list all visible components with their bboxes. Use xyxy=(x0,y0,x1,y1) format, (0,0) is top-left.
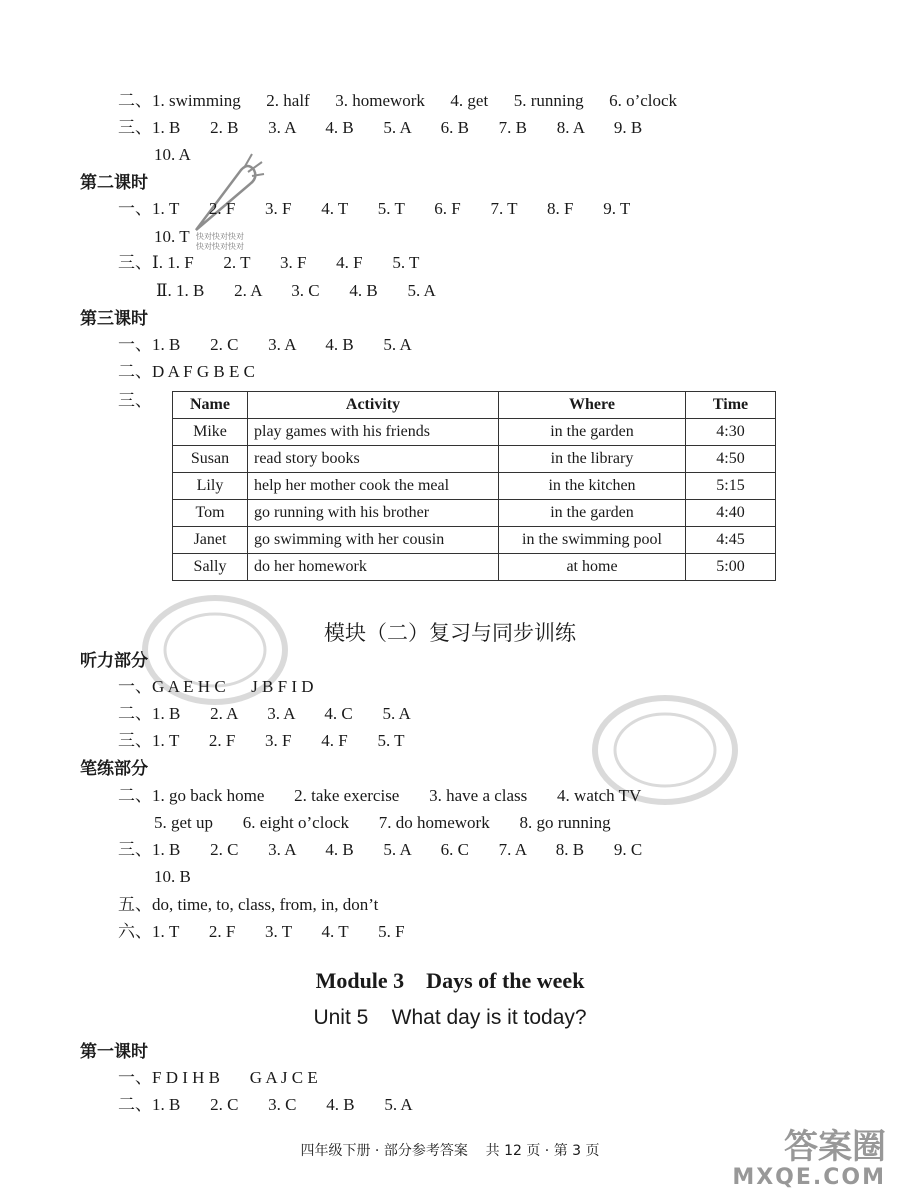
section-heading: 第三课时 xyxy=(80,309,148,329)
table-cell: 4:45 xyxy=(686,527,776,554)
answer-line: 二、1. B 2. A 3. A 4. C 5. A xyxy=(118,704,411,723)
section-heading: 笔练部分 xyxy=(80,759,148,779)
answer-line: Ⅱ. 1. B 2. A 3. C 4. B 5. A xyxy=(156,281,436,300)
table-header: Name xyxy=(173,392,248,419)
answer-line: 一、1. B 2. C 3. A 4. B 5. A xyxy=(118,335,412,354)
table-row xyxy=(173,554,776,581)
table-cell: in the swimming pool xyxy=(499,527,686,554)
page-footer: 四年级下册 · 部分参考答案 共 12 页 · 第 3 页 xyxy=(300,1143,600,1159)
table-header: Time xyxy=(686,392,776,419)
answer-line: 10. T xyxy=(154,227,190,246)
table-cell: 5:15 xyxy=(686,473,776,500)
table-cell: 5:00 xyxy=(686,554,776,581)
table-cell: in the library xyxy=(499,446,686,473)
brand-watermark-bottom: MXQE.COM xyxy=(732,1165,886,1190)
answer-line: 一、F D I H B G A J C E xyxy=(118,1068,318,1087)
table-cell: Tom xyxy=(173,500,248,527)
answer-line: 三、 xyxy=(118,391,152,410)
answer-line: 二、1. B 2. C 3. C 4. B 5. A xyxy=(118,1095,413,1114)
carrot-watermark-text: 快对快对快对 快对快对快对 xyxy=(196,232,244,251)
table-cell: Sally xyxy=(173,554,248,581)
answer-line: 二、1. go back home 2. take exercise 3. have a class 4. watch TV xyxy=(118,786,642,805)
module-title: Module 3 Days of the week xyxy=(315,968,585,993)
section-heading: 第二课时 xyxy=(80,173,148,193)
unit-title: Unit 5 What day is it today? xyxy=(313,1006,587,1029)
table-cell: go swimming with her cousin xyxy=(248,527,499,554)
table-cell: in the kitchen xyxy=(499,473,686,500)
table-row xyxy=(173,473,776,500)
table-cell: help her mother cook the meal xyxy=(248,473,499,500)
table-cell: Mike xyxy=(173,419,248,446)
brand-watermark-top: 答案圈 xyxy=(784,1127,886,1167)
answer-line: 五、do, time, to, class, from, in, don’t xyxy=(118,895,379,914)
table-header: Activity xyxy=(248,392,499,419)
answer-line: 一、1. T 2. F 3. F 4. T 5. T 6. F 7. T 8. F 9. T xyxy=(118,199,631,218)
table-header: Where xyxy=(499,392,686,419)
table-cell: Susan xyxy=(173,446,248,473)
answer-line: 10. B xyxy=(154,867,191,886)
table-row xyxy=(173,500,776,527)
brand-watermark xyxy=(732,1128,886,1190)
answer-line: 5. get up 6. eight o’clock 7. do homework 8. go running xyxy=(154,813,611,832)
answer-line: 三、1. B 2. B 3. A 4. B 5. A 6. B 7. B 8. A 9. B xyxy=(118,118,643,137)
table-cell: Janet xyxy=(173,527,248,554)
table-cell: 4:40 xyxy=(686,500,776,527)
answer-line: 二、1. swimming 2. half 3. homework 4. get 5. running 6. o’clock xyxy=(118,91,678,110)
table-row xyxy=(173,446,776,473)
table-cell: read story books xyxy=(248,446,499,473)
table-cell: 4:30 xyxy=(686,419,776,446)
table-cell: 4:50 xyxy=(686,446,776,473)
table-cell: go running with his brother xyxy=(248,500,499,527)
module-review-title: 模块（二）复习与同步训练 xyxy=(324,621,576,645)
table-row xyxy=(173,527,776,554)
section-heading: 第一课时 xyxy=(80,1042,148,1062)
table-cell: Lily xyxy=(173,473,248,500)
carrot-watermark-icon xyxy=(186,150,266,240)
answer-line: 六、1. T 2. F 3. T 4. T 5. F xyxy=(118,922,405,941)
activity-table xyxy=(172,391,776,581)
answer-line: 二、D A F G B E C xyxy=(118,362,255,381)
table-header-row xyxy=(173,392,776,419)
table-cell: at home xyxy=(499,554,686,581)
table-cell: play games with his friends xyxy=(248,419,499,446)
answer-line: 三、1. B 2. C 3. A 4. B 5. A 6. C 7. A 8. B 9. C xyxy=(118,840,643,859)
table-cell: in the garden xyxy=(499,500,686,527)
table-cell: in the garden xyxy=(499,419,686,446)
answer-line: 一、G A E H C J B F I D xyxy=(118,677,314,696)
answer-line: 三、1. T 2. F 3. F 4. F 5. T xyxy=(118,731,405,750)
table-row xyxy=(173,419,776,446)
answer-line: 三、Ⅰ. 1. F 2. T 3. F 4. F 5. T xyxy=(118,253,420,272)
section-heading: 听力部分 xyxy=(80,651,148,671)
answer-line: 10. A xyxy=(154,145,191,164)
table-cell: do her homework xyxy=(248,554,499,581)
